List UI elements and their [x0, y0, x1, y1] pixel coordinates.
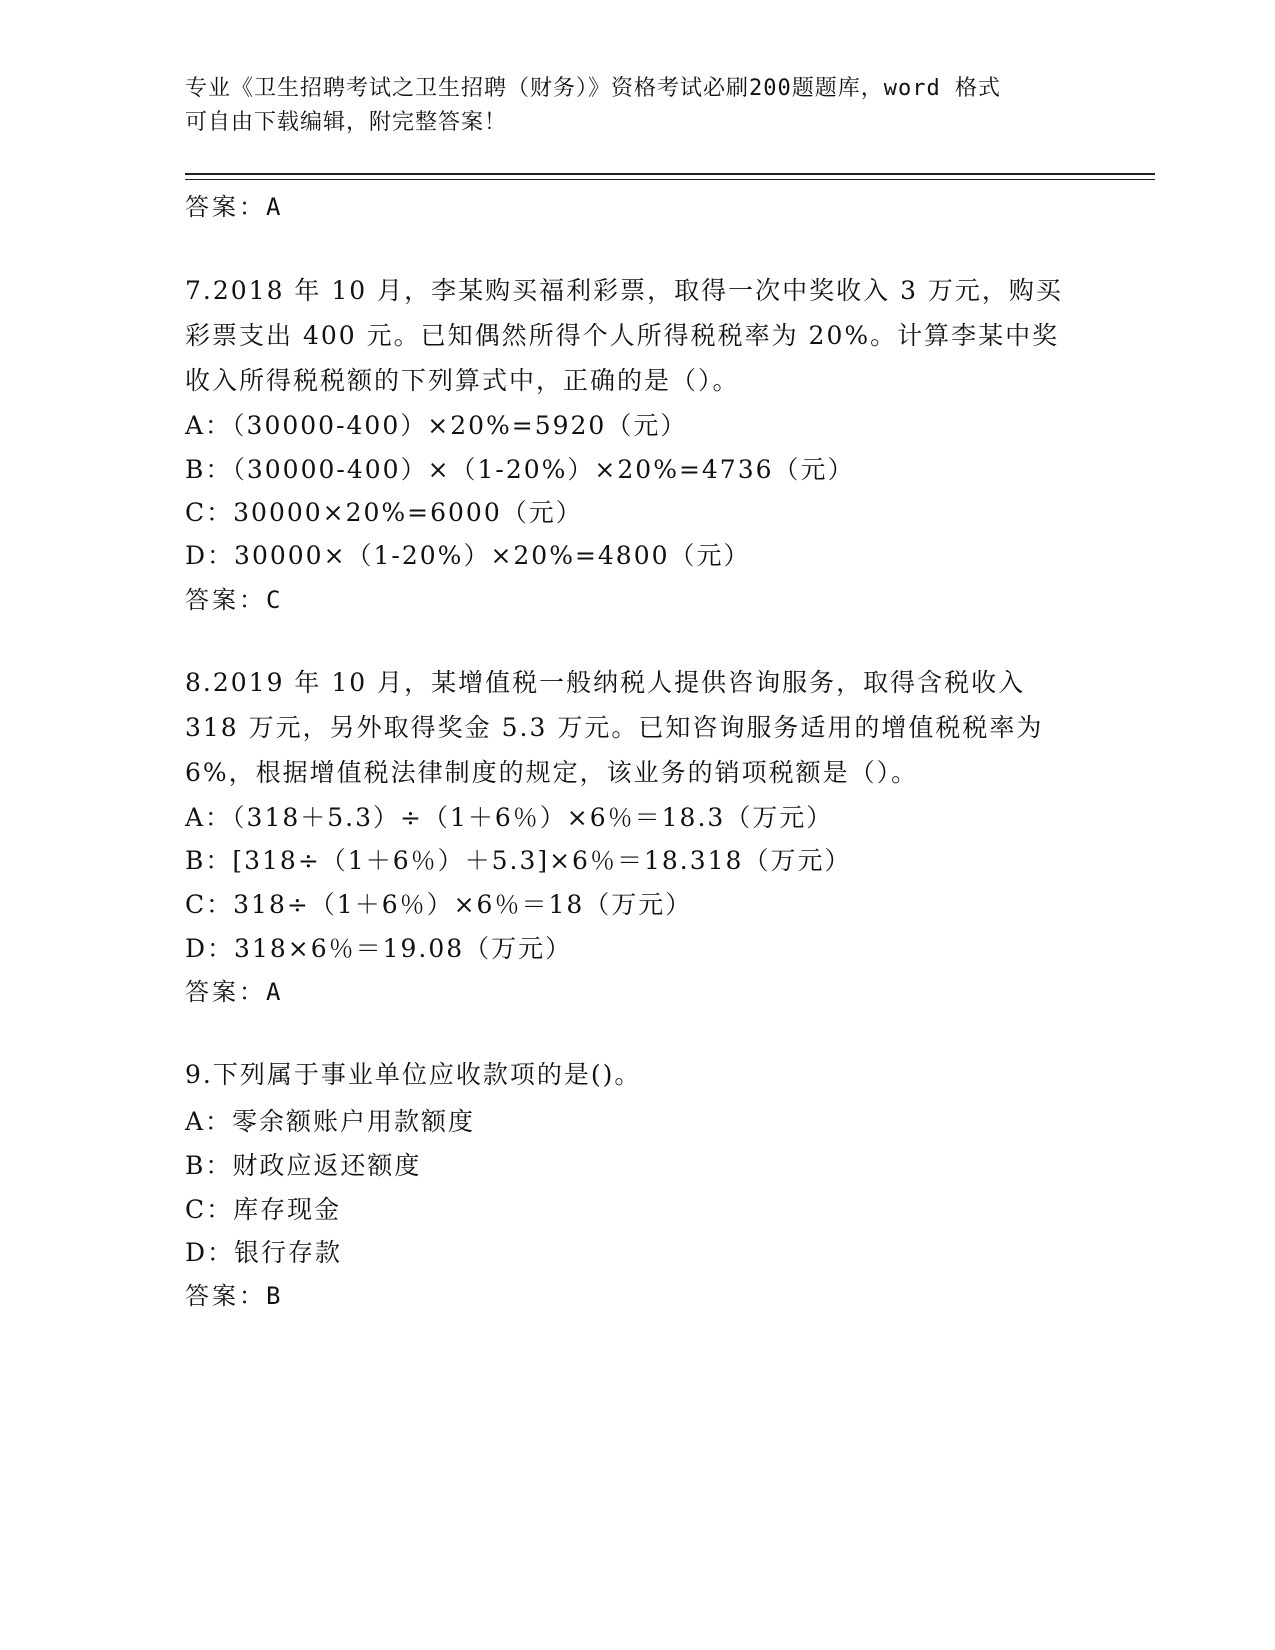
header-rule-thin — [185, 179, 1155, 180]
question-line: 9.下列属于事业单位应收款项的是()。 — [185, 1060, 642, 1089]
question-7-option-b: B：（30000-400）×（1-20%）×20%=4736（元） — [185, 455, 855, 484]
question-9-option-c: C：库存现金 — [185, 1195, 342, 1224]
question-7-option-a: A：（30000-400）×20%=5920（元） — [185, 411, 688, 440]
document-header — [185, 72, 1085, 140]
question-8-answer: 答案：A — [185, 978, 284, 1006]
question-line: 7.2018 年 10 月，李某购买福利彩票，取得一次中奖收入 3 万元，购买 — [185, 276, 1063, 305]
question-7-option-d: D：30000×（1-20%）×20%=4800（元） — [185, 541, 751, 570]
question-line: 318 万元，另外取得奖金 5.3 万元。已知咨询服务适用的增值税税率为 — [185, 713, 1044, 742]
question-line: 6%，根据增值税法律制度的规定，该业务的销项税额是（）。 — [185, 758, 919, 787]
question-7-option-c: C：30000×20%=6000（元） — [185, 498, 583, 527]
question-line: 彩票支出 400 元。已知偶然所得个人所得税税率为 20%。计算李某中奖 — [185, 321, 1060, 350]
header-line-1: 专业《卫生招聘考试之卫生招聘（财务）》资格考试必刷200题题库，word 格式 — [185, 76, 1001, 101]
question-9-text — [185, 1052, 1085, 1097]
question-7-text — [185, 268, 1085, 403]
question-9-option-a: A：零余额账户用款额度 — [185, 1107, 476, 1136]
header-rule-thick — [185, 173, 1155, 175]
question-8-text — [185, 660, 1085, 795]
question-8-option-b: B：[318÷（1＋6％）＋5.3]×6％＝18.318（万元） — [185, 846, 852, 875]
question-8-option-d: D：318×6％＝19.08（万元） — [185, 934, 573, 963]
question-9-option-d: D：银行存款 — [185, 1238, 343, 1267]
question-9-answer: 答案：B — [185, 1282, 284, 1310]
previous-answer: 答案：A — [185, 193, 284, 221]
question-7-answer: 答案：C — [185, 586, 284, 614]
question-line: 收入所得税税额的下列算式中，正确的是（）。 — [185, 366, 740, 395]
question-8-option-c: C：318÷（1＋6％）×6％＝18（万元） — [185, 890, 693, 919]
question-9-option-b: B：财政应返还额度 — [185, 1151, 422, 1180]
header-line-2: 可自由下载编辑，附完整答案！ — [185, 110, 508, 135]
question-8-option-a: A：（318＋5.3）÷（1＋6％）×6％＝18.3（万元） — [185, 803, 834, 832]
question-line: 8.2019 年 10 月，某增值税一般纳税人提供咨询服务，取得含税收入 — [185, 668, 1026, 697]
